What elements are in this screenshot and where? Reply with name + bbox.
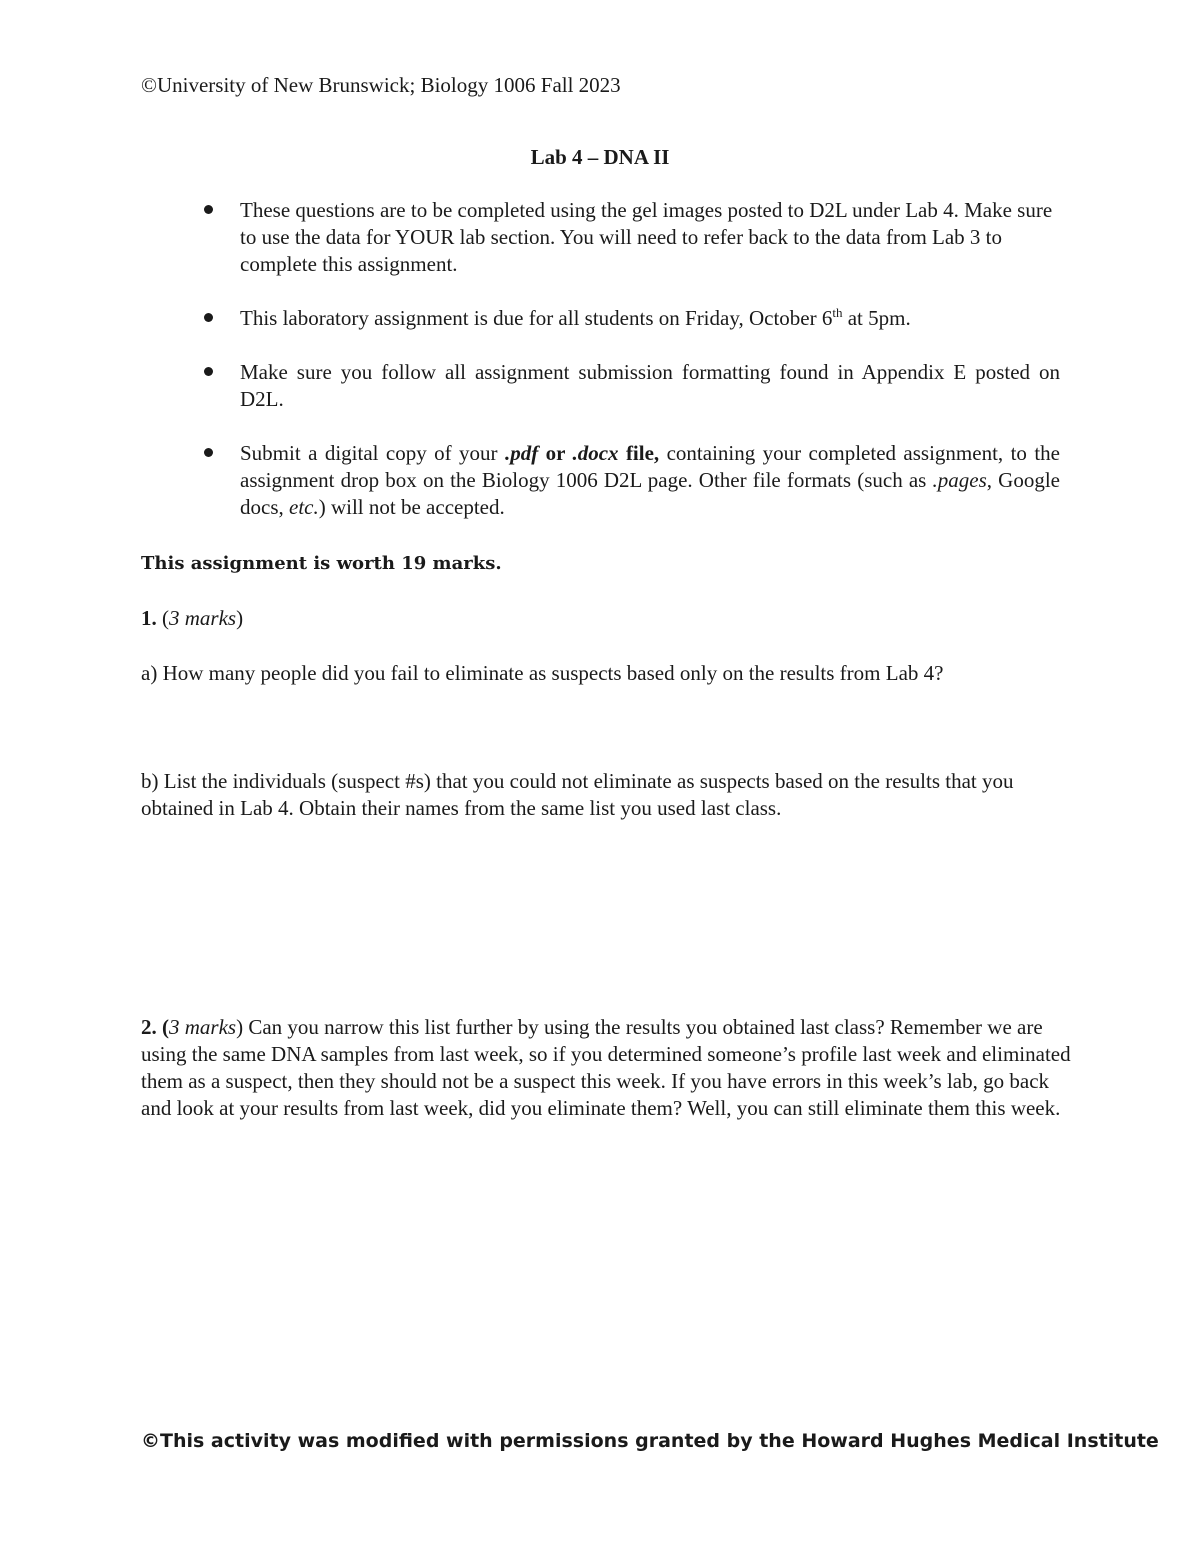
etc-word: etc. (289, 495, 319, 519)
pdf-format: .pdf (504, 441, 539, 465)
paren-close: ) (236, 606, 244, 630)
or-word: or (538, 441, 573, 465)
instruction-item (200, 359, 1060, 413)
question-1b: b) List the individuals (suspect #s) that you could not eliminate as suspects based on the results that you obtained in Lab 4. Obtain their names from the same list you used last class. (141, 769, 1014, 820)
question-2-text: Can you narrow this list further by using the results you obtained last class? Remember we are using the same DNA samples from last week, so if you determined someone’s profile last week and eliminated them as a suspect, then they should not be a suspect this week. If you have errors in this week’s lab, go back and look at your results from last week, did you eliminate them? Well, you can still eliminate them this week. (141, 1015, 1071, 1120)
pages-format: .pages (932, 468, 987, 492)
instruction-text: These questions are to be completed using the gel images posted to D2L under Lab 4. Make sure to use the data for YOUR lab section. You will need to refer back to the data from Lab 3 to complete this assignment. (240, 198, 1053, 276)
lab-title: Lab 4 – DNA II (530, 145, 670, 169)
question-number: 2. (141, 1015, 157, 1039)
paren-close: ) (236, 1015, 244, 1039)
instruction-text-mid: containing your completed assignment, to the assignment drop box on the Biology 1006 D2L page. Other file formats (such as (240, 441, 1060, 492)
instruction-text: Make sure you follow all assignment submission formatting found in Appendix E posted on D2L. (240, 360, 1060, 411)
question-number: 1. (141, 606, 157, 630)
bullet-icon (204, 448, 213, 457)
bullet-icon (204, 313, 213, 322)
instruction-text-tail: at 5pm. (842, 306, 911, 330)
paren-open: ( (156, 1015, 169, 1039)
instruction-text-mid2: , Google docs, (240, 468, 1060, 519)
instruction-item (200, 440, 1060, 521)
instruction-text-end: ) will not be accepted. (318, 495, 505, 519)
file-word: file, (618, 441, 660, 465)
docx-format: .docx (572, 441, 619, 465)
ordinal-suffix: th (832, 305, 843, 320)
marks-total: This assignment is worth 19 marks. (141, 553, 502, 574)
instructions-list (200, 197, 1060, 548)
instruction-item (200, 305, 1060, 332)
instruction-text: Submit a digital copy of your (240, 441, 505, 465)
instruction-text: This laboratory assignment is due for all students on Friday, October 6 (240, 306, 833, 330)
bullet-icon (204, 205, 213, 214)
question-marks: 3 marks (169, 606, 237, 630)
paren-open: ( (156, 606, 169, 630)
bullet-icon (204, 367, 213, 376)
footer-credit: ©This activity was modified with permissions granted by the Howard Hughes Medical Institute (141, 1430, 1159, 1452)
document-header: ©University of New Brunswick; Biology 1006 Fall 2023 (141, 73, 621, 97)
instruction-item (200, 197, 1060, 278)
question-1-heading (141, 605, 243, 632)
question-1a: a) How many people did you fail to eliminate as suspects based only on the results from Lab 4? (141, 661, 944, 685)
question-marks: 3 marks (169, 1015, 237, 1039)
question-2 (141, 1014, 1071, 1122)
